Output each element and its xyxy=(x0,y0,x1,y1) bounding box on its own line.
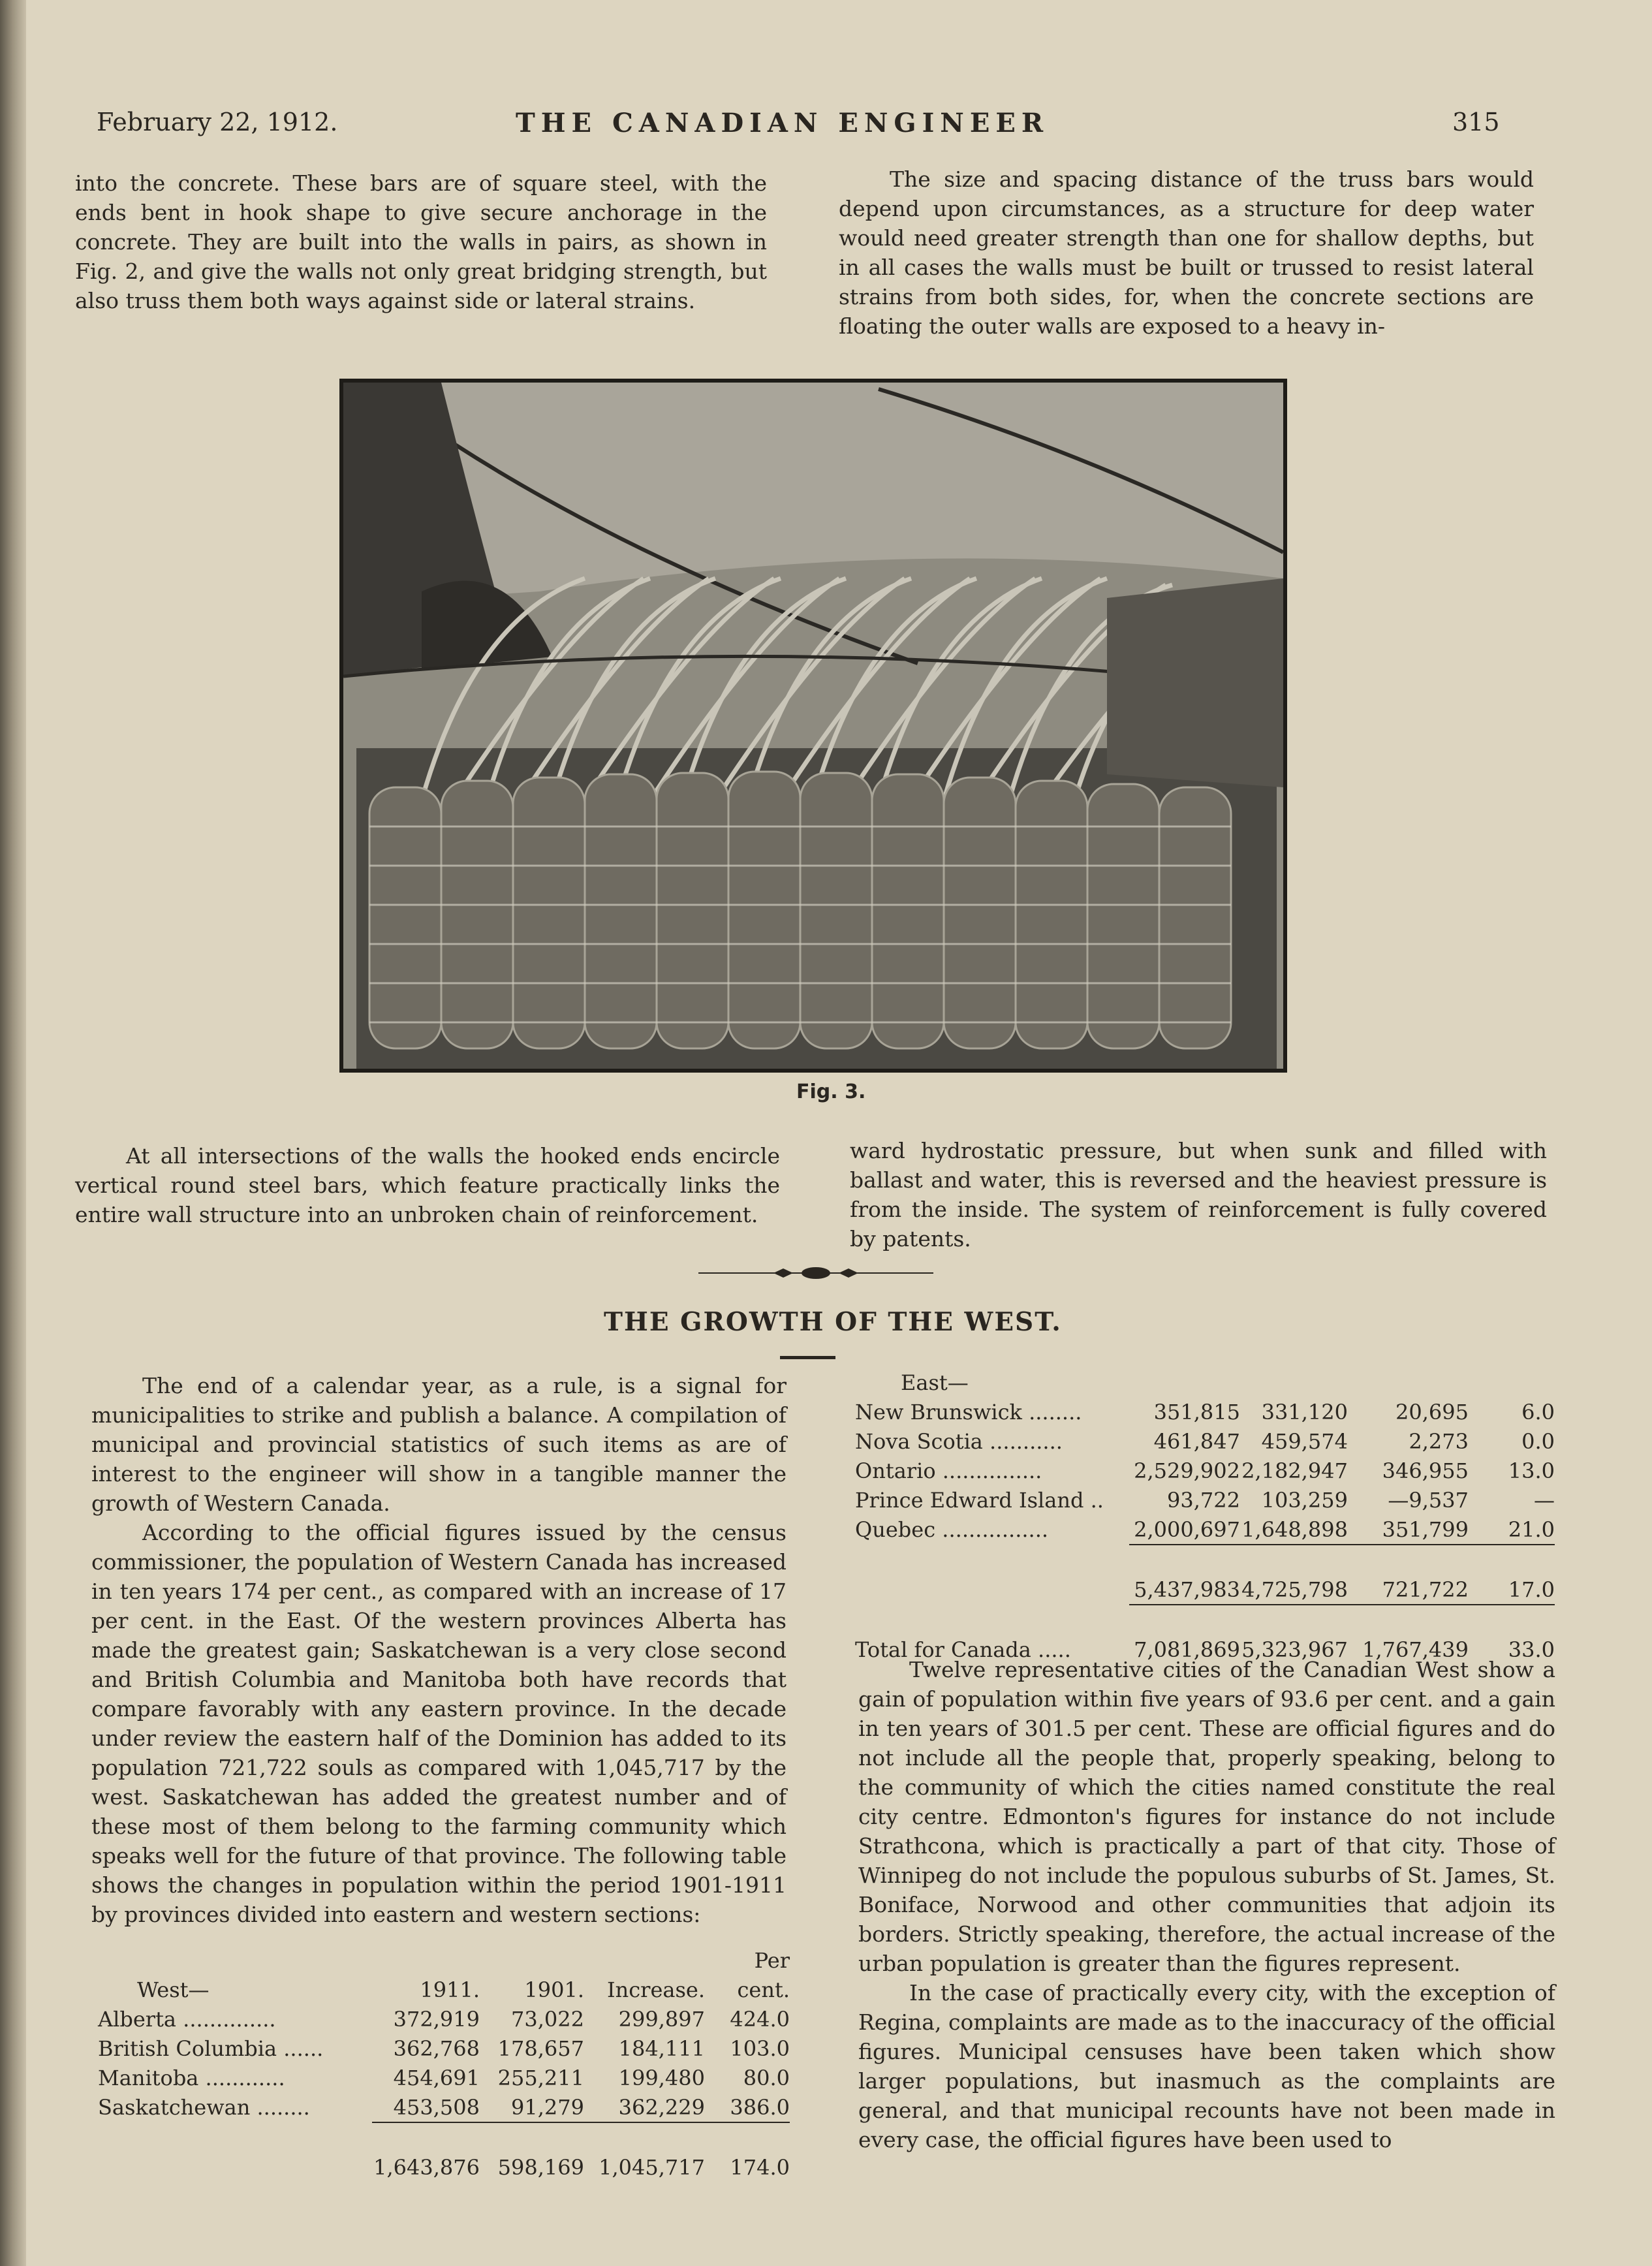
province-name: Alberta .............. xyxy=(98,2006,276,2032)
cell-1901: 255,211 xyxy=(497,2065,584,2090)
growth-text-left xyxy=(91,1371,787,1929)
table-rule-row xyxy=(855,1605,1555,1635)
table-row xyxy=(855,1515,1555,1545)
cell-increase: 184,111 xyxy=(618,2036,705,2061)
table-row xyxy=(855,1485,1555,1515)
province-name: Saskatchewan ........ xyxy=(98,2095,310,2120)
paragraph: At all intersections of the walls the hooked ends encircle vertical round steel bars, which feature practically links the entire wall structure into an unbroken chain of reinforcement. xyxy=(75,1143,780,1227)
total-1901: 5,323,967 xyxy=(1241,1637,1348,1662)
table-subtotal-row xyxy=(855,1575,1555,1605)
table-header-row xyxy=(855,1368,1555,1397)
paragraph: In the case of practically every city, with the exception of Regina, complaints are made as to the inaccuracy of the official figures. Municipal censuses have been taken which show larger populations, but inasmuch as the complaints are general, and that municipal recounts have not been made in every case, the official figures have been used to xyxy=(858,1980,1555,2152)
cell-percent: 0.0 xyxy=(1521,1428,1555,1454)
cell-1901: 2,182,947 xyxy=(1241,1458,1348,1483)
cell-1901: 73,022 xyxy=(511,2006,584,2032)
cell-percent: 103.0 xyxy=(730,2036,790,2061)
cell-1911: 351,815 xyxy=(1153,1399,1240,1424)
total-label: Total for Canada ..... xyxy=(855,1637,1071,1662)
article-text-mid-left xyxy=(75,1141,780,1229)
total-1901: 598,169 xyxy=(497,2154,584,2180)
figure-caption: Fig. 3. xyxy=(796,1080,866,1103)
cell-increase: 362,229 xyxy=(618,2094,705,2120)
cell-percent: 21.0 xyxy=(1508,1517,1555,1542)
title-rule xyxy=(780,1356,835,1359)
subtotal-1911: 5,437,983 xyxy=(1134,1577,1240,1602)
cell-percent: 6.0 xyxy=(1521,1399,1555,1424)
province-name: Quebec ................ xyxy=(855,1517,1049,1542)
paragraph: The end of a calendar year, as a rule, is a signal for municipalities to strike and publish a balance. A compilation of municipal and provincial statistics of such items as are of interest to the engineer will show in a tangible manner the growth of Western Canada. xyxy=(91,1373,787,1516)
cell-1911: 93,722 xyxy=(1167,1487,1240,1513)
cell-1901: 459,574 xyxy=(1261,1428,1348,1454)
east-population-table xyxy=(855,1368,1555,1664)
cell-1911: 453,508 xyxy=(393,2094,480,2120)
province-name: Nova Scotia ........... xyxy=(855,1428,1063,1454)
cell-increase: 199,480 xyxy=(618,2065,705,2090)
total-1911: 1,643,876 xyxy=(373,2154,480,2180)
header-cent: cent. xyxy=(737,1977,790,2002)
total-1911: 7,081,869 xyxy=(1134,1637,1240,1662)
cell-increase: 346,955 xyxy=(1382,1458,1469,1483)
cell-percent: 424.0 xyxy=(730,2006,790,2032)
paragraph: into the concrete. These bars are of square steel, with the ends bent in hook shape to give secure anchorage in the concrete. They are built into the walls in pairs, as shown in Fig. 2, and give the walls not only great bridging strength, but also truss them both ways against side or lateral strains. xyxy=(75,170,767,313)
cell-1901: 91,279 xyxy=(511,2094,584,2120)
province-name: New Brunswick ........ xyxy=(855,1399,1082,1424)
cell-1901: 1,648,898 xyxy=(1241,1517,1348,1542)
article-text-top-right xyxy=(839,165,1534,341)
table-row xyxy=(98,2034,790,2063)
header-per: Per xyxy=(754,1947,790,1973)
table-total-row xyxy=(98,2152,790,2182)
table-header-row xyxy=(98,1945,790,1975)
cell-1911: 2,529,902 xyxy=(1134,1458,1240,1483)
cell-1901: 331,120 xyxy=(1261,1399,1348,1424)
cell-1911: 362,768 xyxy=(393,2036,480,2061)
east-label: East— xyxy=(901,1370,969,1395)
header-region: West— xyxy=(137,1977,210,2002)
total-increase: 1,045,717 xyxy=(599,2154,705,2180)
province-name: Ontario ............... xyxy=(855,1458,1042,1483)
section-divider-ornament xyxy=(698,1263,933,1283)
table-row xyxy=(98,2092,790,2122)
article-text-mid-right xyxy=(850,1136,1547,1253)
cell-1901: 103,259 xyxy=(1261,1487,1348,1513)
paragraph: According to the official figures issued by the census commissioner, the population of Western Canada has increased in ten years 174 per cent., as compared with an increase of 17 per cent. in the East. Of the western provinces Alberta has made the greatest gain; Saskatchewan is a very close second and British Columbia and Manitoba both have records that compare favorably with any eastern province. In the decade under review the eastern half of the Dominion has added to its population 721,722 souls as compared with 1,045,717 by the west. Saskatchewan has added the greatest number and of these most of them belong to the farming community which speaks well for the future of that province. The following table shows the changes in population within the period 1901-1911 by provinces divided into eastern and western sections: xyxy=(91,1520,787,1927)
province-name: Manitoba ............ xyxy=(98,2065,285,2090)
cell-increase: 20,695 xyxy=(1395,1399,1469,1424)
cell-percent: 386.0 xyxy=(730,2094,790,2120)
province-name: British Columbia ...... xyxy=(98,2036,324,2061)
growth-text-right xyxy=(858,1655,1555,2154)
table-header-row xyxy=(98,1975,790,2004)
journal-title: THE CANADIAN ENGINEER xyxy=(516,108,1050,138)
table-row xyxy=(855,1397,1555,1426)
photo-reinforcement-bars xyxy=(339,379,1287,1073)
cell-1911: 372,919 xyxy=(393,2006,480,2032)
header-1901: 1901. xyxy=(524,1977,584,2002)
cell-increase: 351,799 xyxy=(1382,1517,1469,1542)
cell-1911: 454,691 xyxy=(393,2065,480,2090)
total-increase: 1,767,439 xyxy=(1362,1637,1469,1662)
paragraph: Twelve representative cities of the Canadian West show a gain of population within five years of 93.6 per cent. and a gain in ten years of 301.5 per cent. These are official figures and do not include all the people that, properly speaking, belong to the community of which the cities named constitute the real city centre. Edmonton's figures for instance do not include Strathcona, which is practically a part of that city. Those of Winnipeg do not include the populous suburbs of St. James, St. Boniface, Norwood and other communities that adjoin its borders. Strictly speaking, therefore, the actual increase of the urban population is greater than the figures represent. xyxy=(858,1657,1555,1976)
cell-percent: — xyxy=(1534,1487,1555,1513)
total-percent: 174.0 xyxy=(730,2154,790,2180)
west-population-table xyxy=(98,1945,790,2182)
book-spine-shadow xyxy=(0,0,26,2266)
cell-percent: 13.0 xyxy=(1508,1458,1555,1483)
reinforcement-photo-illustration xyxy=(343,383,1283,1069)
header-increase: Increase. xyxy=(606,1977,705,2002)
subtotal-increase: 721,722 xyxy=(1382,1577,1469,1602)
page-number: 315 xyxy=(1452,108,1500,136)
cell-1901: 178,657 xyxy=(497,2036,584,2061)
cell-1911: 461,847 xyxy=(1153,1428,1240,1454)
issue-date: February 22, 1912. xyxy=(97,108,338,136)
table-row xyxy=(855,1426,1555,1456)
cell-percent: 80.0 xyxy=(743,2065,790,2090)
table-row xyxy=(98,2004,790,2034)
article-text-top-left xyxy=(75,168,767,315)
paragraph: The size and spacing distance of the truss bars would depend upon circumstances, as a structure for deep water would need greater strength than one for shallow depths, but in all cases the walls must be built or trussed to resist lateral strains from both sides, for, when the concrete sections are floating the outer walls are exposed to a heavy in- xyxy=(839,166,1534,339)
cell-increase: 2,273 xyxy=(1409,1428,1469,1454)
province-name: Prince Edward Island .. xyxy=(855,1487,1104,1513)
section-title: THE GROWTH OF THE WEST. xyxy=(604,1307,1062,1337)
table-row xyxy=(855,1456,1555,1485)
total-percent: 33.0 xyxy=(1508,1637,1555,1662)
table-rule-row xyxy=(98,2122,790,2152)
table-row xyxy=(98,2063,790,2092)
cell-1911: 2,000,697 xyxy=(1134,1517,1240,1542)
subtotal-percent: 17.0 xyxy=(1508,1577,1555,1602)
header-1911: 1911. xyxy=(420,1977,480,2002)
cell-increase: 299,897 xyxy=(618,2006,705,2032)
cell-increase: —9,537 xyxy=(1388,1487,1469,1513)
table-rule-row xyxy=(855,1545,1555,1575)
paragraph: ward hydrostatic pressure, but when sunk and filled with ballast and water, this is reversed and the heaviest pressure is from the inside. The system of reinforcement is fully covered by patents. xyxy=(850,1138,1547,1251)
subtotal-1901: 4,725,798 xyxy=(1241,1577,1348,1602)
